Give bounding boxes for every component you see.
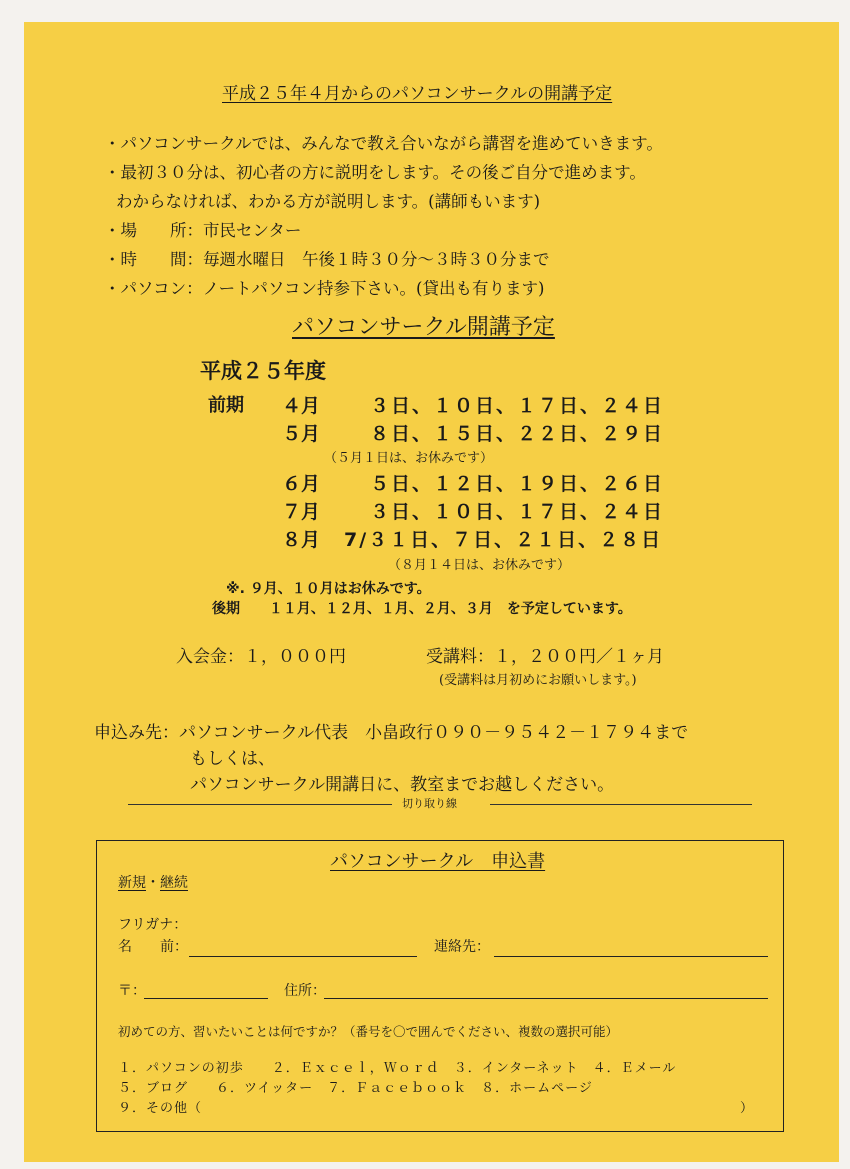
month-days: ５日、１２日、１９日、２６日 [370,473,665,495]
month-days: ３日、１０日、１７日、２４日 [370,501,665,523]
later-term [212,598,632,618]
month-days: ３日、１０日、１７日、２４日 [370,395,665,417]
schedule-year: 平成２５年度 [200,359,326,383]
contact-label: 連絡先： [434,939,490,955]
options-line-2[interactable]: ５．ブログ ６．ツイッター ７．Ｆａｃｅｂｏｏｋ ８．ホームページ [118,1081,593,1096]
contact-field[interactable] [494,956,768,957]
may-note: （５月１日は、お休みです） [324,451,494,466]
entry-fee: 入会金：１，０００円 [176,647,346,667]
flyer-sheet [24,22,839,1162]
intro-line-3: わからなければ、わかる方が説明します。(講師もいます) [116,192,541,211]
tuition-fee: 受講料：１，２００円／１ヶ月 [426,647,664,667]
intro-pc: ・パソコン：ノートパソコン持参下さい。(貸出も有ります) [104,279,545,298]
month-label: ７月 [282,501,321,523]
furigana-label: フリガナ： [118,917,188,933]
holiday-note: ※. ９月、１０月はお休みです。 [226,581,431,597]
choice-separator: ・ [146,875,160,891]
intro-line-2: ・最初３０分は、初心者の方に説明をします。その後ご自分で進めます。 [104,163,646,182]
intro-line-1: ・パソコンサークルでは、みんなで教え合いながら講習を進めていきます。 [104,134,663,153]
contact-line-1: 申込み先：パソコンサークル代表 小畠政行０９０－９５４２－１７９４まで [94,723,689,743]
cut-line [490,804,752,805]
name-label: 名 前： [118,939,188,955]
month-days: ８日、１５日、２２日、２９日 [370,423,665,445]
header-title: 平成２５年４月からのパソコンサークルの開講予定 [222,84,613,104]
month-label: ５月 [282,423,321,445]
month-label: ８月 [282,529,321,551]
options-line-1[interactable]: １．パソコンの初歩 ２．Ｅｘｃｅｌ，Ｗｏｒｄ ３．インターネット ４．Ｅメール [118,1061,677,1076]
later-term-months: １１月、１２月、１月、２月、３月 を予定しています。 [268,601,632,617]
term-label-later: 後期 [212,601,240,617]
intro-place: ・場 所：市民センター [104,221,302,240]
month-label: ６月 [282,473,321,495]
aug-note: （８月１４日は、お休みです） [388,558,571,573]
membership-choice [118,872,188,892]
month-days: 7/３１日、７日、２１日、２８日 [344,529,663,551]
options-line-3[interactable]: ９．その他（ [118,1101,203,1116]
choice-new[interactable]: 新規 [118,875,146,891]
tuition-note: (受講料は月初めにお願いします。) [439,673,637,688]
options-close: ） [740,1101,755,1116]
form-title: パソコンサークル 申込書 [330,851,546,872]
term-label-first: 前期 [208,395,244,416]
schedule-title: パソコンサークル開講予定 [292,315,555,340]
contact-line-3: パソコンサークル開講日に、教室までお越しください。 [190,775,615,795]
contact-line-2: もしくは、 [190,749,275,769]
month-label: ４月 [282,395,321,417]
interest-question: 初めての方、習いたいことは何ですか？（番号を〇で囲んでください、複数の選択可能） [118,1024,619,1039]
postal-field[interactable] [144,998,268,999]
name-field[interactable] [189,956,417,957]
intro-time: ・時 間：毎週水曜日 午後１時３０分～３時３０分まで [104,250,550,269]
postal-label: 〒： [118,983,146,999]
address-label: 住所： [284,983,326,999]
cut-line [128,804,392,805]
address-field[interactable] [324,998,768,999]
choice-continue[interactable]: 継続 [160,875,188,891]
cut-label: 切り取り線 [402,797,457,810]
